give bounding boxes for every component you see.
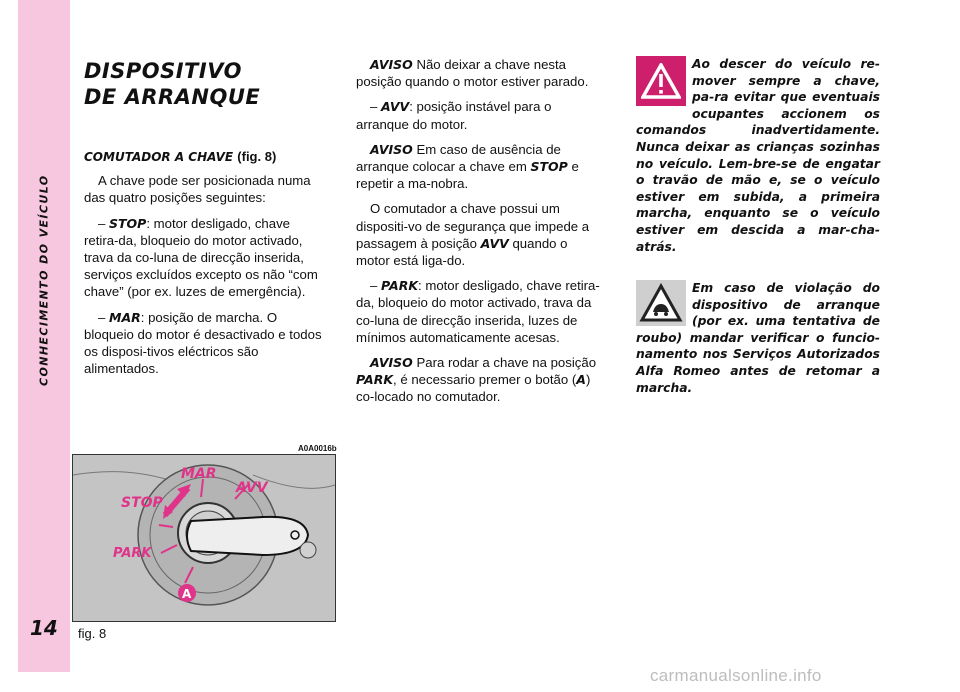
safety-text-b: quando o motor está liga-do. — [356, 235, 568, 269]
stop-item: – STOP: motor desligado, chave retira-da, bloqueio do motor activado, trava da co-luna de direcção inserida, serviços excluídos excepto os não “com chave” (por ex. luzes de emergência). — [84, 215, 318, 300]
warning-box-1 — [636, 56, 880, 255]
warning-2-text: Em caso de violação do dispositivo de arranque (por ex. uma tentativa de roubo) mandar verificar o funcio-namento nos Serviços Autorizados Alfa Romeo antes de retomar a marcha. — [636, 281, 880, 395]
page-title-line1: DISPOSITIVO — [84, 59, 242, 83]
aviso-3-a: A — [576, 372, 586, 388]
section-fig-ref: (fig. 8) — [237, 149, 277, 164]
watermark: carmanualsonline.info — [650, 666, 822, 685]
aviso-2-text-b: e repetir a ma-nobra. — [356, 159, 579, 192]
section-heading — [84, 148, 324, 166]
aviso-3-label: AVISO — [370, 355, 413, 371]
mar-label: MAR — [109, 309, 141, 325]
page-number: 14 — [30, 616, 58, 640]
avv-text: : posição instável para o arranque do motor. — [356, 99, 552, 132]
ignition-figure — [72, 454, 336, 622]
label-stop: STOP — [121, 495, 163, 511]
aviso-3-text-a: Para rodar a chave na posição — [412, 355, 597, 371]
section-heading-text: COMUTADOR A CHAVE — [84, 150, 234, 164]
aviso-2-label: AVISO — [370, 141, 413, 157]
figure-code: A0A0016b — [298, 444, 337, 453]
ignition-illustration — [73, 455, 335, 621]
avv-label: AVV — [381, 99, 410, 115]
sidebar — [18, 0, 70, 672]
aviso-1 — [356, 56, 602, 90]
aviso-3-text-b: , é necessario premer o botão ( — [393, 372, 577, 388]
warning-box-2 — [636, 280, 880, 396]
aviso-2-text-a: Em caso de ausência de arranque colocar a chave em — [356, 141, 561, 175]
safety-text — [356, 200, 602, 269]
safety-avv: AVV — [480, 235, 509, 251]
safety-text-a: O comutador a chave possui um dispositi-vo de segurança que impede a passagem à posição — [356, 201, 590, 251]
stop-text: : motor desligado, chave retira-da, bloqueio do motor activado, trava da co-luna de direcção inserida, serviços excluídos excepto os não “com chave” (por ex. luzes de emergência). — [84, 215, 318, 300]
mar-item: – MAR: posição de marcha. O bloqueio do motor é desactivado e todos os disposi-tivos eléctricos são alimentados. — [84, 309, 322, 377]
label-a: A — [182, 587, 192, 601]
sidebar-title: CONHECIMENTO DO VEÍCULO — [37, 174, 51, 386]
car-skid-icon — [636, 280, 686, 326]
park-text: : motor desligado, chave retira-da, bloqueio do motor activado, trava da co-luna de direcção inserida, luzes de mínimos automaticamente acesas. — [356, 278, 600, 345]
mar-text: : posição de marcha. O bloqueio do motor é desactivado e todos os disposi-tivos eléctricos são alimentados. — [84, 309, 322, 377]
label-park: PARK — [113, 546, 152, 561]
aviso-3 — [356, 354, 602, 406]
park-label: PARK — [381, 278, 418, 294]
stop-label: STOP — [109, 215, 147, 231]
aviso-1-label: AVISO — [370, 57, 413, 72]
column-1 — [84, 58, 324, 385]
label-avv: AVV — [236, 480, 268, 496]
aviso-1-text: Não deixar a chave nesta posição quando o motor estiver parado. — [356, 57, 589, 90]
aviso-3-text-c: ) co-locado no comutador. — [356, 372, 591, 405]
park-item: – PARK: motor desligado, chave retira-da, bloqueio do motor activado, trava da co-luna de direcção inserida, luzes de mínimos automaticamente acesas. — [356, 278, 600, 345]
aviso-2 — [356, 141, 602, 193]
page-title-line2: DE ARRANQUE — [84, 85, 261, 109]
aviso-2-stop: STOP — [530, 159, 568, 175]
aviso-3-park: PARK — [356, 372, 393, 388]
avv-item: – AVV: posição instável para o arranque do motor. — [356, 99, 552, 132]
intro-text: A chave pode ser posicionada numa das quatro posições seguintes: — [84, 173, 311, 206]
label-mar: MAR — [181, 466, 217, 482]
figure-caption: fig. 8 — [78, 626, 107, 641]
warning-1-text: Ao descer do veículo re-mover sempre a chave, pa-ra evitar que eventuais ocupantes accionem os comandos inadvertidamente. Nunca deixar as crianças sozinhas no veículo. Lem-bre-se de engatar o travão de mão e, se o veículo estiver em subida, a primeira marcha, enquanto se o veículo estiver em descida a mar-cha-atrás. — [636, 57, 880, 254]
warning-triangle-icon — [636, 56, 686, 106]
column-2 — [356, 56, 602, 414]
